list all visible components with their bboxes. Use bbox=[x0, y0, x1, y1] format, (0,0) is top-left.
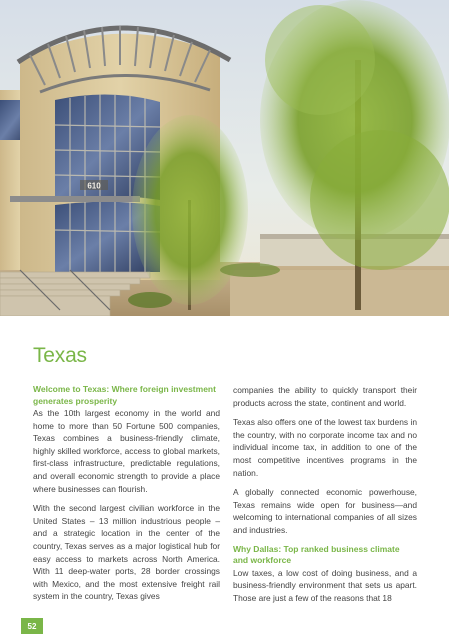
building-number: 610 bbox=[87, 181, 101, 191]
body-paragraph: As the 10th largest economy in the world and home to more than 50 Fortune 500 companies, Texas combines a business-friendly climate, highly skilled workforce, access to global markets, first-class infrastructure, predictable regulations, and overall economic strength to provide a place where businesses can flourish. bbox=[33, 408, 220, 494]
hero-photo bbox=[0, 0, 449, 316]
page-number: 52 bbox=[21, 618, 43, 634]
section-heading-welcome: Welcome to Texas: Where foreign investment generates prosperity bbox=[33, 384, 216, 406]
right-column bbox=[233, 384, 417, 611]
body-paragraph: Texas also offers one of the lowest tax burdens in the country, with no corporate income tax and no individual income tax, in addition to one of the most competitive incentives programs in the nation. bbox=[233, 417, 417, 478]
body-paragraph: companies the ability to quickly transport their products across the state, continent and world. bbox=[233, 385, 417, 408]
section-heading-why-dallas: Why Dallas: Top ranked business climate and workforce bbox=[233, 543, 400, 566]
left-column bbox=[33, 384, 220, 610]
body-paragraph: A globally connected economic powerhouse, Texas remains wide open for business—and welcoming to international companies of all sizes and industries. bbox=[233, 487, 417, 535]
office-building-photo bbox=[0, 0, 449, 316]
body-paragraph: With the second largest civilian workforce in the United States – 13 million industrious people – and a strategic location in the center of the country, Texas serves as a major logistical hub for easy access to markets across North America. With 11 deep-water ports, 28 border crossings with Mexico, and the most extensive freight rail system in the country, Texas gives bbox=[33, 503, 220, 602]
body-paragraph: Low taxes, a low cost of doing business, and a business-friendly environment that sets us apart. Those are just a few of the reasons that 18 bbox=[233, 567, 417, 603]
page-title: Texas bbox=[33, 344, 87, 367]
